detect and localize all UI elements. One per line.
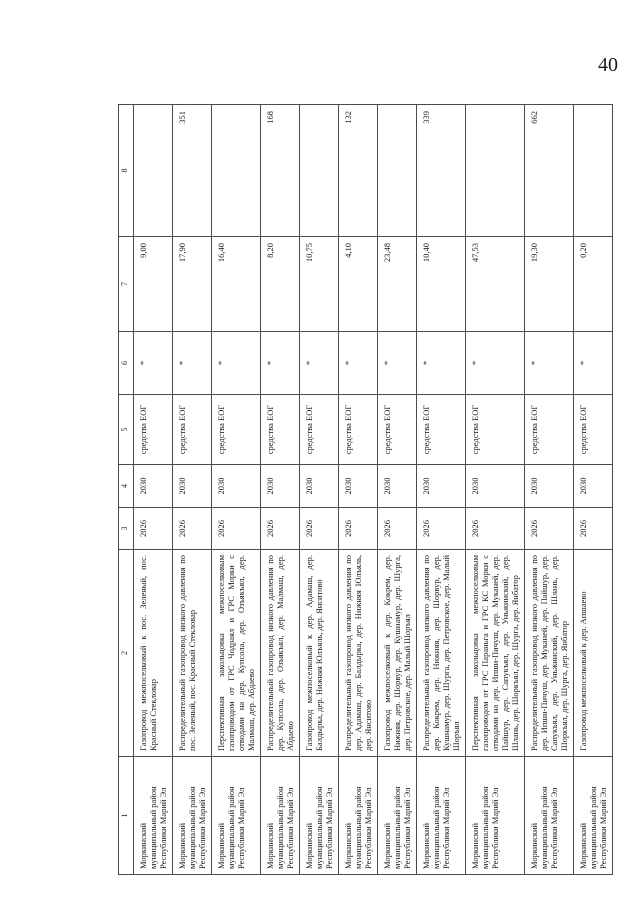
- length-cell: 10,75: [300, 237, 339, 332]
- description-cell: Распределительный газопровод низкого давления по дер. Кокрем, дер. Нижняя, дер. Шорвур, дер. Кушнамур, дер. Шурга, дер. Петровское, дер. Малый Шоръял: [417, 550, 466, 757]
- description-cell: Распределительный газопровод низкого давления по пос. Зеленый, пос. Красный Стекловар: [173, 550, 212, 757]
- district-cell: Моркинский муниципальный район Республики Марий Эл: [212, 757, 261, 875]
- length-cell: 19,30: [525, 237, 574, 332]
- description-cell: Перспективная закольцовка межпоселковым газопроводом от ГРС Параньга и ГРС КС Морки с отводами на дер. Ипши-Пичуш, дер. Муканей, дер. Пайшур, дер. Сапукъял, дер. Уньжинский, дер. Шлань, дер. Шоркъял, дер. Шурга, дер. Янбатор: [466, 550, 525, 757]
- year-start-cell: 2026: [417, 508, 466, 550]
- district-cell: Моркинский муниципальный район Республики Марий Эл: [466, 757, 525, 875]
- year-start-cell: 2026: [574, 508, 613, 550]
- count-cell: 351: [173, 105, 212, 237]
- year-start-cell: 2026: [173, 508, 212, 550]
- year-start-cell: 2026: [134, 508, 173, 550]
- description-cell: Газопровод межпоселковый к пос. Зеленый, пос. Красный Стекловар: [134, 550, 173, 757]
- funding-source-cell: средства ЕОГ: [339, 395, 378, 465]
- length-cell: 8,20: [261, 237, 300, 332]
- year-start-cell: 2026: [300, 508, 339, 550]
- year-end-cell: 2030: [300, 465, 339, 508]
- count-cell: [134, 105, 173, 237]
- year-start-cell: 2026: [525, 508, 574, 550]
- header-row: [119, 105, 134, 875]
- funding-source-cell: средства ЕОГ: [212, 395, 261, 465]
- length-cell: 10,40: [417, 237, 466, 332]
- mark-cell: *: [574, 332, 613, 395]
- funding-source-cell: средства ЕОГ: [261, 395, 300, 465]
- funding-source-cell: средства ЕОГ: [173, 395, 212, 465]
- funding-source-cell: средства ЕОГ: [466, 395, 525, 465]
- count-cell: 662: [525, 105, 574, 237]
- description-cell: Перспективная закольцовка межпоселковым газопроводом от ГРС Чодраял и ГРС Морки с отводами на дер. Купсола, дер. Озъякъял, дер. Малмаш, дер. Абдаево: [212, 550, 261, 757]
- table-row: [574, 105, 613, 875]
- header-cell: 7: [119, 237, 134, 332]
- year-end-cell: 2030: [466, 465, 525, 508]
- count-cell: [466, 105, 525, 237]
- count-cell: 132: [339, 105, 378, 237]
- table-row: [173, 105, 212, 875]
- mark-cell: *: [378, 332, 417, 395]
- district-cell: Моркинский муниципальный район Республики Марий Эл: [173, 757, 212, 875]
- year-start-cell: 2026: [212, 508, 261, 550]
- length-cell: 23,48: [378, 237, 417, 332]
- year-start-cell: 2026: [378, 508, 417, 550]
- funding-source-cell: средства ЕОГ: [378, 395, 417, 465]
- district-cell: Моркинский муниципальный район Республики Марий Эл: [417, 757, 466, 875]
- funding-source-cell: средства ЕОГ: [300, 395, 339, 465]
- header-cell: 5: [119, 395, 134, 465]
- description-cell: Распределительный газопровод низкого давления по дер. Ипши-Пичуш, дер. Муканей, дер. Пайшур, дер. Сапукъял, дер. Уньжинский, дер. Шлань, дер. Шоркъял, дер. Шурга, дер. Янбатор: [525, 550, 574, 757]
- year-end-cell: 2030: [173, 465, 212, 508]
- year-end-cell: 2030: [574, 465, 613, 508]
- description-cell: Распределительный газопровод низкого давления по дер. Купсола, дер. Озъякъял, дер. Малмаш, дер. Абдаево: [261, 550, 300, 757]
- header-cell: 4: [119, 465, 134, 508]
- funding-source-cell: средства ЕОГ: [574, 395, 613, 465]
- count-cell: [300, 105, 339, 237]
- rotated-page-content: [118, 105, 606, 875]
- year-end-cell: 2030: [339, 465, 378, 508]
- header-cell: 8: [119, 105, 134, 237]
- year-end-cell: 2030: [378, 465, 417, 508]
- table-row: [466, 105, 525, 875]
- year-end-cell: 2030: [261, 465, 300, 508]
- count-cell: 339: [417, 105, 466, 237]
- mark-cell: *: [173, 332, 212, 395]
- table-row: [212, 105, 261, 875]
- district-cell: Моркинский муниципальный район Республики Марий Эл: [525, 757, 574, 875]
- length-cell: 17,90: [173, 237, 212, 332]
- description-cell: Газопровод межпоселковый к дер. Кокрем, дер. Нижняя, дер. Шорвур, дер. Кушнамур, дер. Шурга, дер. Петровское, дер. Малый Шоръял: [378, 550, 417, 757]
- year-end-cell: 2030: [417, 465, 466, 508]
- year-end-cell: 2030: [134, 465, 173, 508]
- mark-cell: *: [261, 332, 300, 395]
- page-number: 40: [598, 54, 618, 76]
- district-cell: Моркинский муниципальный район Республики Марий Эл: [339, 757, 378, 875]
- length-cell: 47,53: [466, 237, 525, 332]
- year-start-cell: 2026: [261, 508, 300, 550]
- table-row: [417, 105, 466, 875]
- table-row: [339, 105, 378, 875]
- mark-cell: *: [300, 332, 339, 395]
- funding-source-cell: средства ЕОГ: [134, 395, 173, 465]
- mark-cell: *: [212, 332, 261, 395]
- length-cell: 4,10: [339, 237, 378, 332]
- mark-cell: *: [466, 332, 525, 395]
- funding-source-cell: средства ЕОГ: [525, 395, 574, 465]
- year-start-cell: 2026: [466, 508, 525, 550]
- length-cell: 0,20: [574, 237, 613, 332]
- table-row: [378, 105, 417, 875]
- gas-pipeline-table: [118, 104, 613, 875]
- table-row: [525, 105, 574, 875]
- header-cell: 3: [119, 508, 134, 550]
- length-cell: 16,40: [212, 237, 261, 332]
- header-cell: 2: [119, 550, 134, 757]
- funding-source-cell: средства ЕОГ: [417, 395, 466, 465]
- district-cell: Моркинский муниципальный район Республики Марий Эл: [574, 757, 613, 875]
- description-cell: Газопровод межпоселковый к дер. Апшаево: [574, 550, 613, 757]
- table-row: [261, 105, 300, 875]
- mark-cell: *: [134, 332, 173, 395]
- count-cell: [574, 105, 613, 237]
- mark-cell: *: [339, 332, 378, 395]
- count-cell: [378, 105, 417, 237]
- district-cell: Моркинский муниципальный район Республики Марий Эл: [134, 757, 173, 875]
- mark-cell: *: [417, 332, 466, 395]
- table-row: [300, 105, 339, 875]
- district-cell: Моркинский муниципальный район Республики Марий Эл: [300, 757, 339, 875]
- year-end-cell: 2030: [525, 465, 574, 508]
- district-cell: Моркинский муниципальный район Республики Марий Эл: [378, 757, 417, 875]
- description-cell: Распределительный газопровод низкого давления по дер. Адамаш, дер. Балдырка, дер. Нижняя Юлъяль, дер. Янситово: [339, 550, 378, 757]
- header-cell: 1: [119, 757, 134, 875]
- description-cell: Газопровод межпоселковый к дер. Адамаш, дер. Балдырка, дер. Нижняя Юлъяль, дер. Янситово: [300, 550, 339, 757]
- mark-cell: *: [525, 332, 574, 395]
- count-cell: [212, 105, 261, 237]
- table-row: [134, 105, 173, 875]
- count-cell: 168: [261, 105, 300, 237]
- header-cell: 6: [119, 332, 134, 395]
- year-start-cell: 2026: [339, 508, 378, 550]
- year-end-cell: 2030: [212, 465, 261, 508]
- district-cell: Моркинский муниципальный район Республики Марий Эл: [261, 757, 300, 875]
- length-cell: 9,00: [134, 237, 173, 332]
